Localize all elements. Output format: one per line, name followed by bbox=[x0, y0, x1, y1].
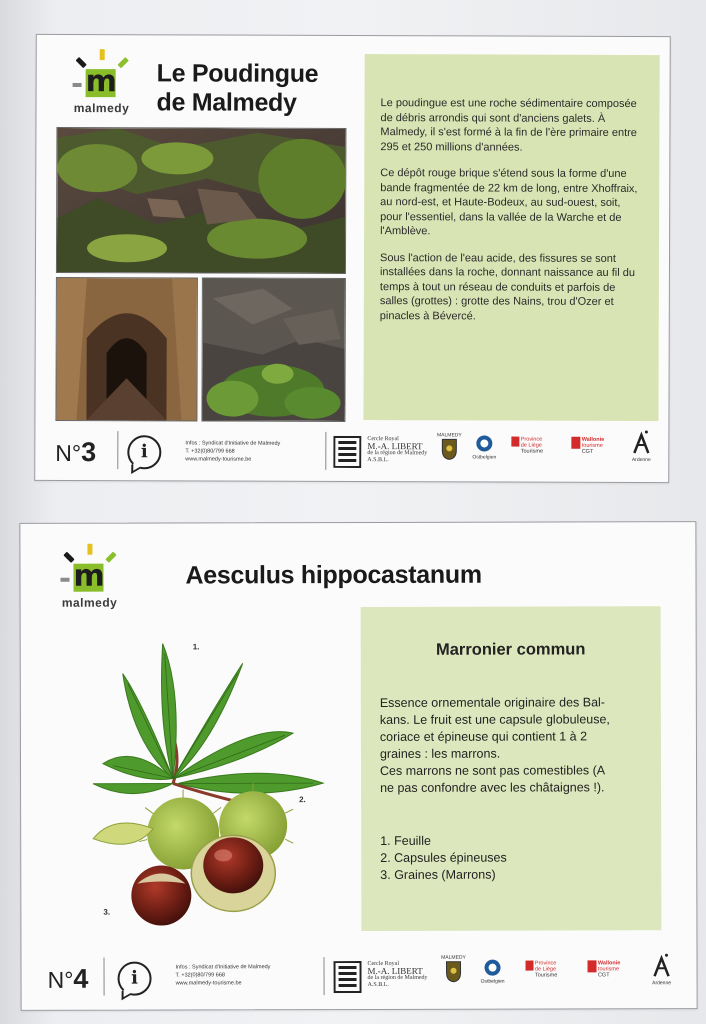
common-name: Marronier commun bbox=[435, 640, 586, 659]
infos-text: Infos : Syndicat d'Initiative de Malmedy T. +32(0)80/799 668 www.malmedy-tourisme.be bbox=[185, 440, 281, 463]
photo-tunnel bbox=[55, 277, 198, 421]
paragraph: Sous l'action de l'eau acide, des fissures se sont installées dans la roche, donnant naissance au fil du temps à tout un réseau de conduits et parfois de salles (grottes) : grotte des Nains, trou d'Ozer et pinacles à Bévercé. bbox=[379, 251, 635, 322]
ardenne-logo-icon bbox=[631, 429, 651, 455]
callout-1: 1. bbox=[192, 642, 200, 652]
sponsor-province-liege: Province de Liège Tourisme bbox=[511, 437, 559, 455]
list-item: 3. Graines (Marrons) bbox=[380, 867, 496, 882]
sponsor-wallonie: Wallonie tourisme CGT bbox=[571, 437, 615, 455]
sponsor-ardenne: Ardenne bbox=[643, 952, 679, 986]
ardenne-logo-icon bbox=[651, 952, 671, 978]
card-title: Aesculus hippocastanum bbox=[185, 560, 482, 590]
malmedy-logo: m malmedy bbox=[66, 49, 136, 119]
cercle-emblem-icon bbox=[333, 436, 361, 468]
ostbelgien-logo-icon bbox=[484, 959, 502, 977]
card-title: Le Poudingue de Malmedy bbox=[156, 59, 319, 117]
infos-text: Infos : Syndicat d'Initiative de Malmedy T. +32(0)80/799 668 www.malmedy-tourisme.be bbox=[175, 964, 271, 987]
info-icon: i bbox=[127, 435, 161, 469]
card-poudingue bbox=[34, 34, 671, 483]
malmedy-crest-icon bbox=[441, 438, 457, 460]
malmedy-logo: m malmedy bbox=[54, 544, 124, 614]
card-number: N°3 bbox=[55, 437, 97, 468]
card-footer bbox=[21, 950, 696, 1004]
sponsor-ostbelgien: Ostbelgien bbox=[478, 959, 508, 985]
paragraph: Ce dépôt rouge brique s'étend sous la forme d'une bande fragmentée de 22 km de long, entre Xhoffraix, au nord-est, et Haute-Bodeux, au sud-ouest, soit, pour l'essentiel, dans la vallée de la Warche et de l'Amblève. bbox=[380, 167, 638, 238]
sponsor-wallonie: Wallonie tourisme CGT bbox=[588, 960, 632, 978]
description-box bbox=[363, 54, 659, 421]
description-box bbox=[361, 606, 662, 931]
ostbelgien-logo-icon bbox=[475, 434, 493, 452]
callout-3: 3. bbox=[103, 907, 111, 917]
cercle-libert-text: Cercle Royal M.-A. LIBERT de la région de Malmedy A.S.B.L. bbox=[367, 436, 428, 464]
cercle-emblem-icon bbox=[334, 961, 362, 993]
list-item: 1. Feuille bbox=[380, 833, 431, 848]
cercle-libert-text: Cercle Royal M.-A. LIBERT de la région de Malmedy A.S.B.L. bbox=[367, 960, 428, 988]
list-item: 2. Capsules épineuses bbox=[380, 850, 507, 865]
photo-rock-face bbox=[56, 127, 347, 274]
callout-2: 2. bbox=[299, 795, 306, 805]
sponsor-malmedy: MALMEDY bbox=[439, 955, 467, 985]
sponsor-ostbelgien: Ostbelgien bbox=[469, 434, 499, 460]
logo-text: malmedy bbox=[73, 101, 130, 116]
card-footer bbox=[35, 427, 668, 481]
malmedy-crest-icon bbox=[446, 961, 462, 983]
info-icon: i bbox=[118, 962, 152, 996]
photo-rock-plants bbox=[201, 277, 346, 422]
card-number: N°4 bbox=[47, 963, 89, 994]
card-marronnier bbox=[19, 521, 697, 1011]
sponsor-ardenne: Ardenne bbox=[623, 429, 659, 463]
legend-list bbox=[380, 833, 507, 884]
paragraph: Le poudingue est une roche sédimentaire composée de débris arrondis qui sont d'anciens galets. À Malmedy, il s'est formé à la fin de l'ère primaire entre 295 et 250 millions d'années. bbox=[380, 97, 637, 154]
sponsor-malmedy: MALMEDY bbox=[435, 432, 463, 462]
sponsor-province-liege: Province de Liège Tourisme bbox=[526, 960, 574, 978]
description-text: Essence ornementale originaire des Bal- kans. Le fruit est une capsule globuleuse, coriace et épineuse qui contient 1 à 2 graines : les marrons. Ces marrons ne sont pas comestibles (A ne pas confondre avec les châtaignes !). bbox=[379, 695, 610, 795]
logo-text: malmedy bbox=[61, 595, 118, 610]
chestnut-illustration bbox=[73, 633, 344, 934]
